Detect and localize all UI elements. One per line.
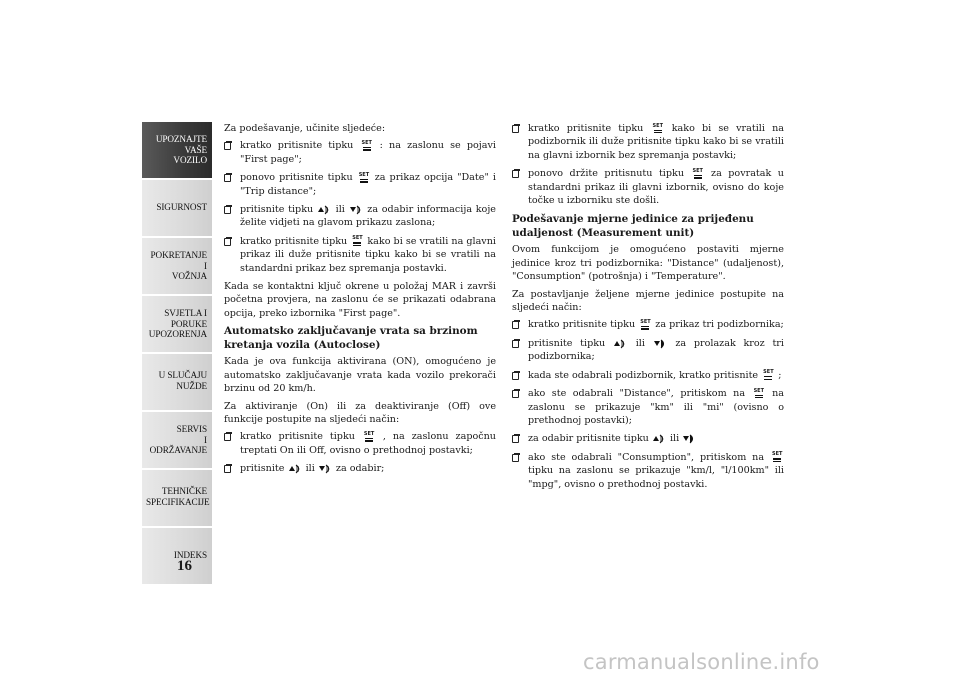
checkbox-bullet-icon xyxy=(512,390,519,398)
tab-pokretanje-i-voznja[interactable] xyxy=(142,238,212,294)
up-button-icon xyxy=(614,338,627,349)
paragraph: Kada se kontaktni ključ okrene u položaj MAR i završi početna provjera, na zaslonu će se prikazati odabrana opcija, preko izbornika "First page". xyxy=(224,281,496,319)
checkbox-bullet-icon xyxy=(512,321,519,329)
list-item: ako ste odabrali "Consumption", pritiskom na SET tipku na zaslonu se prikazuje "km/l, "l/100km" ili "mpg", ovisno o prethodnoj postavki. xyxy=(512,451,784,491)
down-button-icon xyxy=(350,204,363,215)
tab-sigurnost[interactable] xyxy=(142,180,212,236)
set-button-icon: SET xyxy=(362,141,372,151)
checkbox-bullet-icon xyxy=(224,238,231,246)
set-button-icon: SET xyxy=(352,236,362,246)
tab-u-slucaju-nuzde[interactable] xyxy=(142,354,212,410)
tab-label: VOZILO xyxy=(173,155,207,165)
right-column xyxy=(512,122,784,496)
tab-label: SIGURNOST xyxy=(156,202,207,212)
list-item: kratko pritisnite tipku SET : na zaslonu se pojavi "First page"; xyxy=(224,139,496,166)
tab-label: SVJETLA I xyxy=(164,308,207,318)
list-item: pritisnite tipku ili za odabir informacija koje želite vidjeti na glavom prikazu zaslona; xyxy=(224,203,496,230)
tab-label: VAŠE xyxy=(184,144,207,155)
paragraph: Za aktiviranje (On) ili za deaktiviranje (Off) ove funkcije postupite na sljedeći način: xyxy=(224,400,496,425)
tab-label: I xyxy=(204,434,207,445)
set-button-icon: SET xyxy=(640,320,650,330)
list-item: kratko pritisnite tipku SET kako bi se vratili na podizbornik ili duže pritisnite tipku kako bi se vratili na glavni izbornik bez spremanja postavki; xyxy=(512,122,784,162)
tab-label: SPECIFIKACIJE xyxy=(146,496,210,507)
up-button-icon xyxy=(318,204,331,215)
tab-indeks[interactable] xyxy=(142,528,212,584)
set-button-icon: SET xyxy=(364,432,374,442)
list-item: kratko pritisnite tipku SET za prikaz tri podizbornika; xyxy=(512,318,784,331)
tab-label: UPOZNAJTE xyxy=(155,134,207,144)
checkbox-bullet-icon xyxy=(512,454,519,462)
tab-servis-i-odrzavanje[interactable] xyxy=(142,412,212,468)
tab-tehnicke-specifikacije[interactable] xyxy=(142,470,212,526)
list-item: pritisnite ili za odabir; xyxy=(224,462,496,475)
set-button-icon: SET xyxy=(653,124,663,134)
paragraph: Ovom funkcijom je omogućeno postaviti mjerne jedinice kroz tri podizbornika: "Distance" (udaljenost), "Consumption" (potrošnja) i "Temperature". xyxy=(512,244,784,283)
list-item: kada ste odabrali podizbornik, kratko pritisnite SET ; xyxy=(512,369,784,382)
tab-upoznajte-vase-vozilo[interactable] xyxy=(142,122,212,178)
checkbox-bullet-icon xyxy=(224,142,231,150)
left-column xyxy=(224,122,496,481)
tab-label: U SLUČAJU xyxy=(158,370,207,380)
paragraph: Kada je ova funkcija aktivirana (ON), omogućeno je automatsko zaključavanje vrata kada vozilo prekorači brzinu od 20 km/h. xyxy=(224,356,496,395)
list-item: za odabir pritisnite tipku ili xyxy=(512,432,784,445)
checkbox-bullet-icon xyxy=(512,340,519,348)
up-button-icon xyxy=(653,433,666,444)
down-button-icon xyxy=(654,338,667,349)
tab-label: SERVIS xyxy=(176,424,207,434)
set-button-icon: SET xyxy=(754,389,764,399)
checkbox-bullet-icon xyxy=(224,174,231,182)
set-button-icon: SET xyxy=(763,370,773,380)
list-item: ako ste odabrali "Distance", pritiskom na SET na zaslonu se prikazuje "km" ili "mi" (ovisno o prethodnoj postavki); xyxy=(512,387,784,427)
chapter-tabs xyxy=(142,122,212,586)
list-item: ponovo držite pritisnutu tipku SET za povratak u standardni prikaz ili glavni izbornik, ovisno do koje točke u izborniku ste došli. xyxy=(512,167,784,207)
tab-svjetla-i-poruke-upozorenja[interactable] xyxy=(142,296,212,352)
section-heading: Automatsko zaključavanje vrata sa brzinom kretanja vozila (Autoclose) xyxy=(224,325,478,352)
checkbox-bullet-icon xyxy=(224,206,231,214)
checkbox-bullet-icon xyxy=(512,170,519,178)
watermark: carmanualsonline.info xyxy=(583,650,820,674)
list-item: kratko pritisnite tipku SET kako bi se vratili na glavni prikaz ili duže pritisnite tipku kako bi se vratili na standardni prikaz bez spremanja postavki. xyxy=(224,235,496,275)
tab-label: PORUKE xyxy=(170,318,207,329)
checkbox-bullet-icon xyxy=(512,125,519,133)
set-button-icon: SET xyxy=(359,173,369,183)
list-item: ponovo pritisnite tipku SET za prikaz opcija "Date" i "Trip distance"; xyxy=(224,171,496,198)
list-item: kratko pritisnite tipku SET , na zaslonu započnu treptati On ili Off, ovisno o prethodnoj postavki; xyxy=(224,430,496,457)
tab-label: TEHNIČKE xyxy=(161,486,207,496)
page-number: 16 xyxy=(177,558,192,574)
tab-label: NUŽDE xyxy=(176,380,207,391)
paragraph: Za postavljanje željene mjerne jedinice postupite na sljedeći način: xyxy=(512,288,784,314)
tab-label: POKRETANJE xyxy=(150,250,207,260)
tab-label: INDEKS xyxy=(173,550,207,560)
tab-label: VOŽNJA xyxy=(171,271,207,281)
tab-label: ODRŽAVANJE xyxy=(149,445,207,455)
set-button-icon: SET xyxy=(693,169,703,179)
up-button-icon xyxy=(289,463,302,474)
down-button-icon xyxy=(319,463,332,474)
tab-label: UPOZORENJA xyxy=(148,329,207,339)
intro-text: Za podešavanje, učinite sljedeće: xyxy=(224,123,386,134)
checkbox-bullet-icon xyxy=(224,465,231,473)
list-item: pritisnite tipku ili za prolazak kroz tri podizbornika; xyxy=(512,337,784,364)
set-button-icon: SET xyxy=(772,452,782,462)
section-heading: Podešavanje mjerne jedinice za prijeđenu udaljenost (Measurement unit) xyxy=(512,213,754,240)
tab-label: I xyxy=(204,260,207,271)
checkbox-bullet-icon xyxy=(224,433,231,441)
checkbox-bullet-icon xyxy=(512,372,519,380)
down-button-icon xyxy=(683,433,696,444)
checkbox-bullet-icon xyxy=(512,435,519,443)
